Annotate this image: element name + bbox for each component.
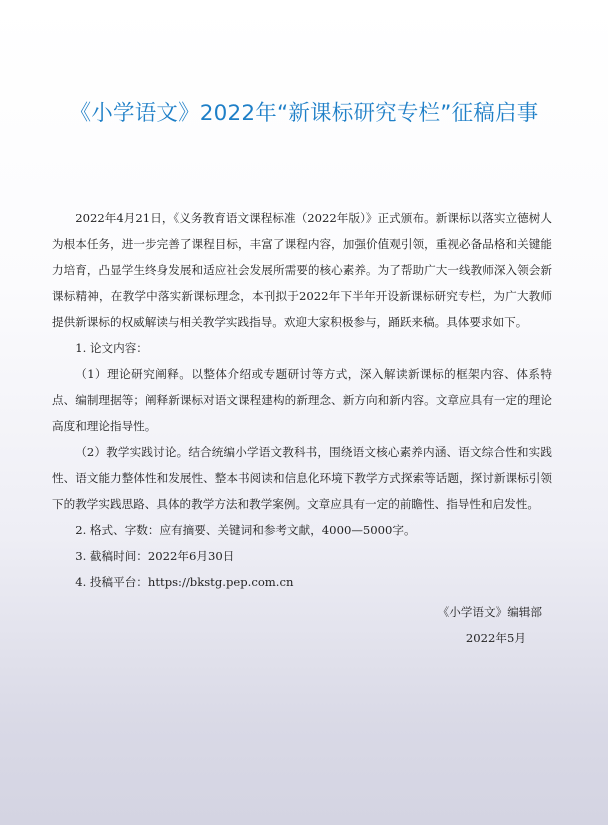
item-deadline: 3. 截稿时间：2022年6月30日 [75,549,235,563]
item-theory-research: （1）理论研究阐释。以整体介绍或专题研讨等方式，深入解读新课标的框架内容、体系特点、编制理据等；阐释新课标对语文课程建构的新理念、新方向和新内容。文章应具有一定的理论高度和理论指导性。 [52,367,552,433]
notice-date: 2022年5月 [465,631,526,645]
item-submission-platform: 4. 投稿平台：https://bkstg.pep.com.cn [75,575,294,589]
item-format-wordcount: 2. 格式、字数：应有摘要、关键词和参考文献，4000—5000字。 [75,523,416,537]
page-title: 《小学语文》2022年“新课标研究专栏”征稿启事 [69,101,539,126]
item-teaching-practice: （2）教学实践讨论。结合统编小学语文教科书，围绕语文核心素养内涵、语文综合性和实践性、语文能力整体性和发展性、整本书阅读和信息化环境下教学方式探索等话题，探讨新课标引领下的教学实践思路、具体的教学方法和教学案例。文章应具有一定的前瞻性、指导性和启发性。 [52,445,552,511]
intro-paragraph: 2022年4月21日，《义务教育语文课程标准（2022年版）》正式颁布。新课标以落实立德树人为根本任务，进一步完善了课程目标，丰富了课程内容，加强价值观引领，重视必备品格和关键能力培育，凸显学生终身发展和适应社会发展所需要的核心素养。为了帮助广大一线教师深入领会新课标精神，在教学中落实新课标理念，本刊拟于2022年下半年开设新课标研究专栏，为广大教师提供新课标的权威解读与相关教学实践指导。欢迎大家积极参与，踊跃来稿。具体要求如下。 [52,211,552,329]
editorial-signature: 《小学语文》编辑部 [437,605,542,619]
item-content-heading: 1. 论文内容： [75,341,148,355]
notice-body [52,205,552,651]
